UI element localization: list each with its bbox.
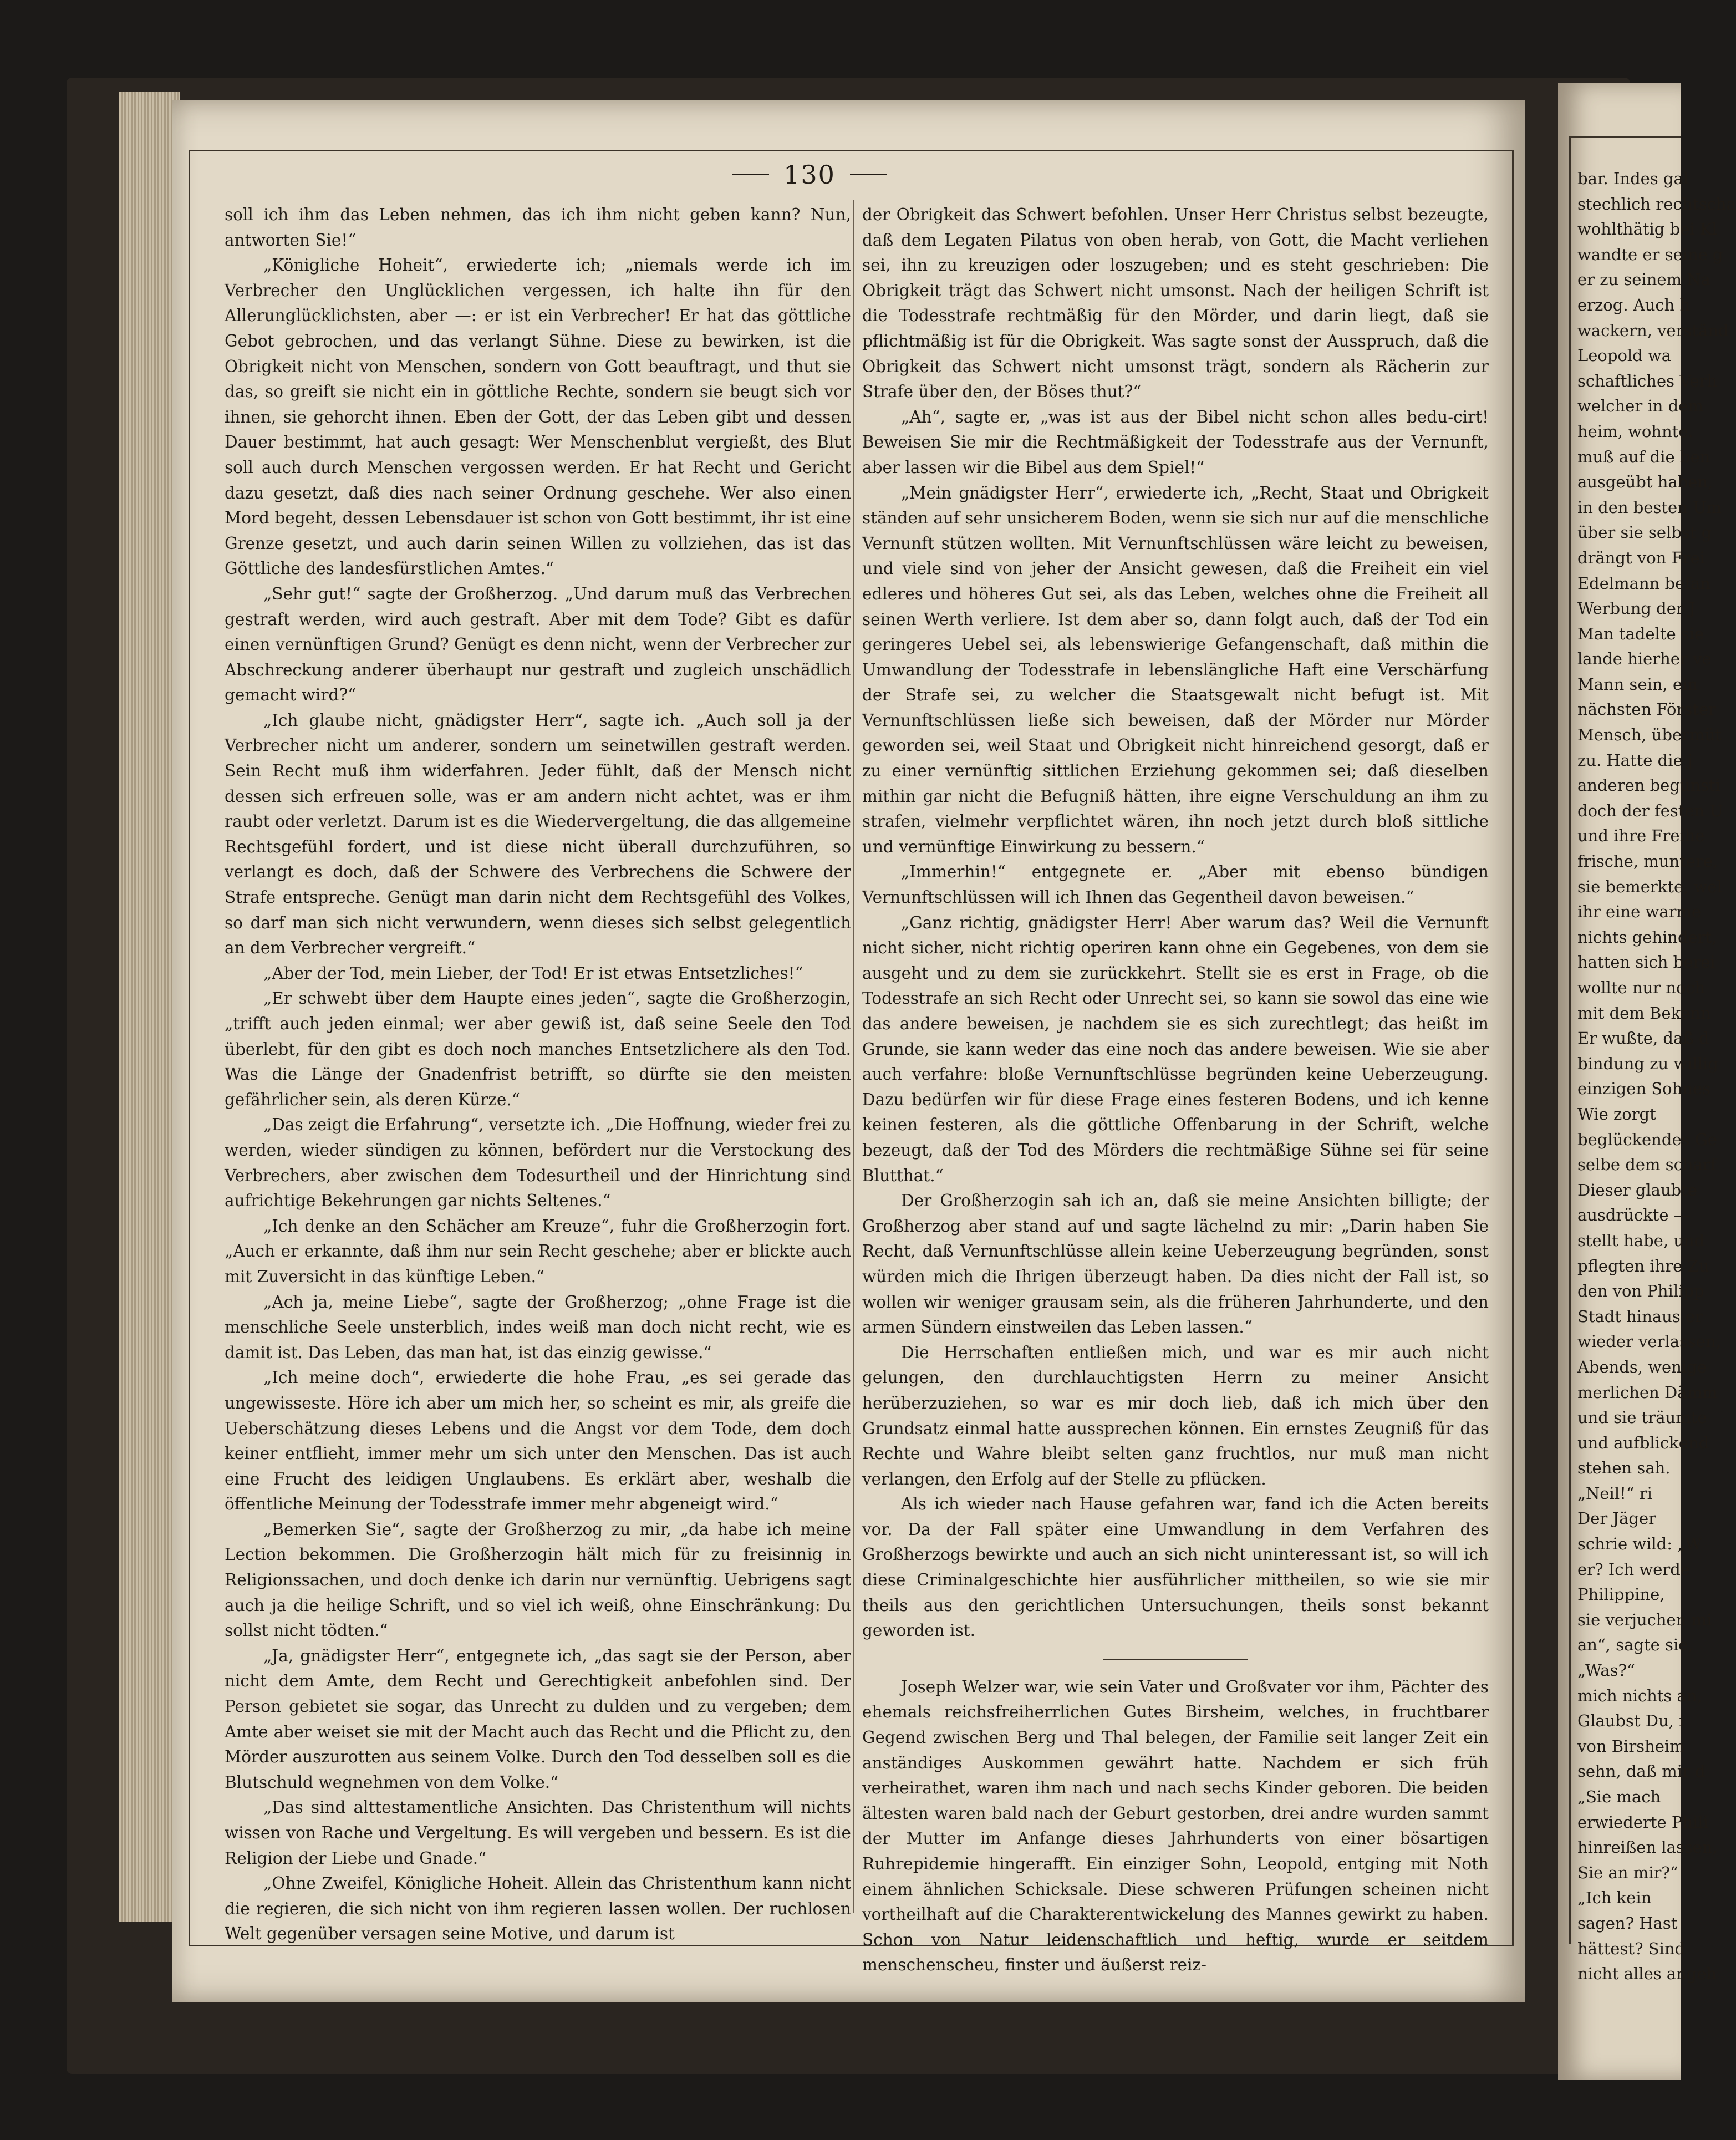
next-page-line: nichts gehindert, — [1577, 927, 1717, 947]
paragraph: „Aber der Tod, mein Lieber, der Tod! Er ist etwas Entsetzliches!“ — [263, 963, 803, 983]
paragraph: „Ich meine doch“, erwiederte die hohe Frau, „es sei gerade das ungewisseste. Höre ich aber um mich her, so scheint es mir, als greife die Ueberschätzung dieses Lebens und die Angst vor dem Tode, dem doch keiner entflieht, immer mehr um sich unter den Menschen. Das ist auch eine Frucht des leidigen Unglaubens. Es erklärt aber, weshalb die öffentliche Meinung der Todesstrafe immer mehr abgeneigt wird.“ — [225, 1368, 851, 1514]
paragraph: „Immerhin!“ entgegnete er. „Aber mit ebenso bündigen Vernunftschlüssen will ich Ihnen das Gegentheil davon beweisen.“ — [862, 862, 1489, 907]
next-page-line: Er wußte, daß d — [1577, 1029, 1709, 1048]
next-page-line: bindung zu willig — [1577, 1054, 1718, 1073]
next-page-line: Glaubst Du, i — [1577, 1711, 1684, 1731]
next-page-line: von Birsheim — [1577, 1736, 1685, 1756]
next-page-line: ihr eine warme — [1577, 902, 1702, 922]
next-page-line: schrie wild: „W — [1577, 1534, 1702, 1554]
next-page-line: über sie selbst g — [1577, 523, 1712, 542]
next-page-line: Der Jäger — [1577, 1509, 1656, 1528]
left-column — [225, 202, 851, 1944]
paragraph: „Ich denke an den Schächer am Kreuze“, fuhr die Großherzogin fort. „Auch er erkannte, daß ihm nur sein Recht geschehe; aber er blickte auch mit Zuversicht in das künftige Leben.“ — [225, 1216, 851, 1286]
next-page-line: beglückendes Ge — [1577, 1130, 1718, 1149]
next-page-line: doch der festen U — [1577, 801, 1723, 820]
next-page-line: und ihre Freihe — [1577, 826, 1705, 846]
next-page-line: „Sie mach — [1577, 1787, 1661, 1806]
next-page-line: sagen? Hast — [1577, 1913, 1678, 1933]
next-page-line: sie bemerkte, wel — [1577, 877, 1722, 896]
paragraph: „Königliche Hoheit“, erwiederte ich; „niemals werde ich im Verbrecher den Unglücklichen vergessen, ich halte ihn für den Allerunglücklichsten, aber —: er ist ein Verbrecher! Er hat das göttliche Gebot gebrochen, und das verlangt Sühne. Diese zu bewirken, ist die Obrigkeit nicht von Menschen, sondern von Gott beauftragt, und thut sie das, so greift sie nicht ein in göttliche Rechte, sondern sie beugt sich vor ihnen, sie gehorcht ihnen. Eben der Gott, der das Leben gibt und dessen Dauer bestimmt, hat auch gesagt: Wer Menschenblut vergießt, des Blut soll auch durch Menschen vergossen werden. Er hat Recht und Gericht dazu gesetzt, daß dies nach seiner Ordnung geschehe. Wer also einen Mord begeht, dessen Lebensdauer ist schon von Gott bestimmt, ihr ist eine Grenze gesetzt, und auch darin seinen Willen zu vollziehen, das ist das Göttliche des landesfürstlichen Amtes.“ — [225, 256, 851, 578]
next-page-line: selbe dem scharf — [1577, 1155, 1717, 1175]
paragraph: „Ohne Zweifel, Königliche Hoheit. Allein das Christenthum kann nicht die regieren, die sich nicht von ihm regieren lassen wollen. Der ruchlosen Welt gegenüber versagen seine Motive, und darum ist — [225, 1874, 851, 1944]
page-edges — [119, 92, 180, 1922]
paragraph: „Ich glaube nicht, gnädigster Herr“, sagte ich. „Auch soll ja der Verbrecher nicht um anderer, sondern um seinetwillen gestraft werden. Sein Recht muß ihm widerfahren. Jeder fühlt, daß der Mensch nicht dessen sich erfreuen solle, was er am andern nicht achtet, was er ihm raubt oder verletzt. Darum ist es die Wiedervergeltung, die das allgemeine Rechtsgefühl fordert, und ist diese nicht überall durchzuführen, so verlangt es doch, daß der Schwere des Verbrechens die Schwere der Strafe entspreche. Genügt man darin nicht dem Rechtsgefühl des Volkes, so darf man sich nicht verwundern, wenn dieses sich selbst gelegentlich an dem Verbrecher vergreift.“ — [225, 710, 851, 958]
next-page-line: muß auf die ben — [1577, 447, 1710, 466]
next-page-line: stehen sah. — [1577, 1458, 1671, 1478]
paragraph: Als ich wieder nach Hause gefahren war, fand ich die Acten bereits vor. Da der Fall später eine Umwandlung in dem Verfahren des Großherzogs bewirkte und auch an sich nicht uninteressant ist, so will ich diese Criminalgeschichte hier ausführlicher mittheilen, so wie sie mir theils aus den gerichtlichen Untersuchungen, theils sonst bekannt geworden ist. — [862, 1495, 1489, 1640]
page-number: 130 — [783, 160, 836, 190]
next-page-line: lande hierher ve — [1577, 649, 1712, 669]
paragraph: „Ganz richtig, gnädigster Herr! Aber warum das? Weil die Vernunft nicht sicher, nicht richtig operiren kann ohne ein Gegebenes, von dem sie ausgeht und zu dem sie zurückkehrt. Stellt sie es erst in Frage, ob die Todesstrafe an sich Recht oder Unrecht sei, so kann sie sowol das eine wie das andere beweisen, je nachdem sie es sich zurechtlegt; das heißt im Grunde, sie kann weder das eine noch das andere beweisen. Wie sie aber auch verfahre: bloße Vernunftschlüsse begründen keine Ueberzeugung. Dazu bedürfen wir für diese Frage eines festeren Bodens, und ich kenne keinen festeren, als die göttliche Offenbarung in der Schrift, welche bezeugt, daß der Tod des Mörders die rechtmäßige Sühne sei für seine Blutthat.“ — [862, 913, 1489, 1185]
next-page-line: Sie an mir?“ — [1577, 1863, 1678, 1882]
paragraph: „Das zeigt die Erfahrung“, versetzte ich. „Die Hoffnung, wieder frei zu werden, wieder sündigen zu können, befördert nur die Verstockung des Verbrechers, aber zwischen dem Todesurtheil und der Hinrichtung sind aufrichtige Bekehrungen gar nichts Seltenes.“ — [225, 1115, 851, 1211]
next-page-line: nicht alles angeh — [1577, 1964, 1717, 1984]
next-page-line: mich nichts an, — [1577, 1686, 1702, 1705]
next-page-line: er zu seinem Na — [1577, 270, 1710, 289]
paragraph: „Das sind alttestamentliche Ansichten. Das Christenthum will nichts wissen von Rache und Vergeltung. Es will vergeben und bessern. Es ist die Religion der Liebe und Gnade.“ — [225, 1798, 851, 1868]
next-page-line: wieder verlassen, — [1577, 1332, 1721, 1351]
next-page-line: und sie träumte — [1577, 1408, 1707, 1427]
paragraph: „Bemerken Sie“, sagte der Großherzog zu mir, „da habe ich meine Lection bekommen. Die Großherzogin hält mich für zu freisinnig in Religionssachen, und doch denke ich darin nur vernünftig. Uebrigens sagt auch ja die heilige Schrift, und so viel ich weiß, ohne Einschränkung: Du sollst nicht tödten.“ — [225, 1519, 851, 1640]
next-page-line: Mensch, übermüt — [1577, 725, 1722, 745]
next-page-line: den von Philipp — [1577, 1282, 1704, 1301]
next-page-line: schaftliches Verh — [1577, 371, 1718, 390]
next-page-line: Leopold wa — [1577, 346, 1672, 365]
next-page-line: wandte er seine g — [1577, 245, 1723, 264]
next-page-line: „Ich kein — [1577, 1888, 1652, 1908]
header-rule-right — [850, 174, 887, 175]
next-page-line: erzog. Auch h — [1577, 295, 1691, 314]
next-page-line: Stadt hinaus er — [1577, 1307, 1703, 1326]
next-page-line: Werbung der J — [1577, 599, 1696, 618]
next-page-line: anderen begünsti — [1577, 776, 1721, 795]
next-page-line: hättest? Sind — [1577, 1939, 1686, 1958]
paragraph: „Sehr gut!“ sagte der Großherzog. „Und darum muß das Verbrechen gestraft werden, wird auch gestraft. Aber mit dem Tode? Gibt es dafür einen vernünftigen Grund? Genügt es denn nicht, wenn der Verbrecher zur Abschreckung anderer überhaupt nur gestraft und zugleich unschädlich gemacht wird?“ — [225, 584, 851, 705]
paragraph: „Ah“, sagte er, „was ist aus der Bibel nicht schon alles bedu-cirt! Beweisen Sie mir die Rechtmäßigkeit der Todesstrafe aus der Vernunft, aber lassen wir die Bibel aus dem Spiel!“ — [862, 407, 1489, 477]
section-divider — [1103, 1659, 1248, 1660]
next-page-line: sie verjuchen mi — [1577, 1610, 1712, 1629]
next-page-line: frische, muntere, — [1577, 852, 1718, 871]
next-page-line: wollte nur noch — [1577, 978, 1706, 997]
next-page-line: Man tadelte sie — [1577, 624, 1704, 643]
paragraph: der Obrigkeit das Schwert befohlen. Unser Herr Christus selbst bezeugte, daß dem Legaten Pilatus von oben herab, von Gott, die Macht verliehen sei, ihn zu kreuzigen oder loszugeben; und es steht geschrieben: Die Obrigkeit trägt das Schwert nicht umsonst. Nach der heiligen Schrift ist die Todesstrafe rechtmäßig für den Mörder, und darin liegt, daß sie pflichtmäßig ist für die Obrigkeit. Was sagte sonst der Ausspruch, daß die Obrigkeit das Schwert nicht umsonst trägt, sondern als Rächerin zur Strafe über den, der Böses thut?“ — [862, 205, 1489, 401]
next-page-line: an“, sagte sie, — [1577, 1635, 1693, 1655]
next-page-line: Abends, wenige — [1577, 1357, 1707, 1376]
next-page-line: drängt von Frei — [1577, 548, 1705, 567]
paragraph: „Er schwebt über dem Haupte eines jeden“, sagte die Großherzogin, „trifft auch jeden einmal; wer aber gewiß ist, daß seine Seele den Tod überlebt, für den gibt es doch noch manches Entsetzlichere als den Tod. Was die Länge der Gnadenfrist betrifft, so dürfte sie den meisten gefährlicher sein, als deren Kürze.“ — [225, 989, 851, 1109]
header-rule-left — [732, 174, 769, 175]
next-page-line: nächsten Förster — [1577, 700, 1716, 719]
paragraph: „Ach ja, meine Liebe“, sagte der Großherzog; „ohne Frage ist die menschliche Seele unsterblich, indes weiß man doch nicht recht, wie es damit ist. Das Leben, das man hat, ist das einzig gewisse.“ — [225, 1292, 851, 1362]
next-page-line: ausdrückte — — [1577, 1206, 1690, 1225]
next-page-line: „Neil!“ ri — [1577, 1483, 1652, 1503]
next-page-line: wohlthätig bei Kl — [1577, 220, 1717, 239]
paragraph: „Ja, gnädigster Herr“, entgegnete ich, „das sagt sie der Person, aber nicht dem Amte, dem Recht und Gerechtigkeit anbefohlen sind. Der Person gebietet sie sogar, das Unrecht zu dulden und zu vergeben; dem Amte aber weiset sie mit der Macht auch das Recht und die Pflicht zu, den Mörder auszurotten aus seinem Volke. Durch den Tod desselben soll es die Blutschuld wegnehmen von dem Volke.“ — [225, 1646, 851, 1792]
paragraph: soll ich ihm das Leben nehmen, das ich ihm nicht geben kann? Nun, antworten Sie!“ — [225, 205, 851, 250]
next-page-line: hinreißen lassen, — [1577, 1838, 1718, 1857]
next-page-line: sehn, daß mir d — [1577, 1762, 1706, 1781]
next-page-line: welcher in dem — [1577, 397, 1703, 416]
next-page-line: „Was?“ — [1577, 1661, 1635, 1680]
next-page-line: erwiederte Phili — [1577, 1812, 1708, 1832]
next-page-line: mit dem Bekenn — [1577, 1003, 1711, 1023]
next-page-line: bar. Indes gal — [1577, 169, 1689, 188]
next-page-line: stechlich rechtscha — [1577, 194, 1736, 214]
next-page-line: und aufblickend — [1577, 1433, 1709, 1452]
next-page-line: Philippine, — [1577, 1585, 1665, 1604]
next-page-line: er? Ich werde — [1577, 1559, 1690, 1579]
next-page-line: hatten sich berei — [1577, 953, 1715, 972]
paragraph: Die Herrschaften entließen mich, und war es mir auch nicht gelungen, den durchlauchtigsten Herrn zu meiner Ansicht herüberzuziehen, so war es mir doch lieb, daß ich mich über den Grundsatz einmal hatte aussprechen können. Ein ernstes Zeugniß für das Rechte und Wahre bleibt selten ganz fruchtlos, nur muß man nicht verlangen, den Erfolg auf der Stelle zu pflücken. — [862, 1343, 1489, 1488]
column-divider — [853, 200, 854, 1913]
next-page-line: wackern, verständ — [1577, 321, 1729, 340]
paragraph: Joseph Welzer war, wie sein Vater und Großvater vor ihm, Pächter des ehemals reichsfreiherrlichen Gutes Birsheim, welches, in fruchtbarer Gegend zwischen Berg und Thal belegen, der Familie seit langer Zeit ein anständiges Auskommen gewährt hatte. Nachdem er sich früh verheirathet, waren ihm nach und nach sechs Kinder geboren. Die beiden ältesten waren bald nach der Geburt gestorben, drei andre wurden sammt der Mutter im Anfange dieses Jahrhunderts von einer bösartigen Ruhrepidemie hingerafft. Ein einziger Sohn, Leopold, entging mit Noth einem ähnlichen Schicksale. Diese schweren Prüfungen scheinen nicht vortheilhaft auf die Charakterentwickelung des Mannes gewirkt zu haben. Schon von Natur leidenschaftlich und heftig, wurde er seitdem menschenscheu, finster und äußerst reiz- — [862, 1677, 1489, 1975]
next-page-line: Mann sein, ein — [1577, 674, 1698, 694]
next-page-line: pflegten ihre Zu — [1577, 1256, 1709, 1275]
paragraph: „Mein gnädigster Herr“, erwiederte ich, „Recht, Staat und Obrigkeit ständen auf sehr unsicherem Boden, wenn sie sich nur auf die menschliche Vernunft stützen wollten. Mit Vernunftschlüssen wäre leicht zu beweisen, und viele sind von jeher der Ansicht gewesen, daß die Freiheit ein viel edleres und höheres Gut sei, als das Leben, welches ohne die Freiheit all seinen Werth verliere. Ist dem aber so, dann folgt auch, daß der Tod ein geringeres Uebel sei, als lebenswierige Gefangenschaft, daß mithin die Umwandlung der Todesstrafe in lebenslängliche Haft eine Verschärfung der Strafe sei, zu welcher die Staatsgewalt nicht befugt ist. Mit Vernunftschlüssen ließe sich beweisen, daß der Mörder nur Mörder geworden sei, weil Staat und Obrigkeit nicht hinreichend gesorgt, daß er zu einer vernünftig sittlichen Erziehung gekommen sei; daß dieselben mithin gar nicht die Befugniß hätten, ihre eigne Verschuldung an ihm zu strafen, vielmehr verpflichtet wären, ihn noch jetzt durch bloß sittliche und vernünftige Einwirkung zu bessern.“ — [862, 483, 1489, 856]
next-page-line: Wie zorgt — [1577, 1104, 1656, 1124]
paragraph: Der Großherzogin sah ich an, daß sie meine Ansichten billigte; der Großherzog aber stand auf und sagte lächelnd zu mir: „Darin haben Sie Recht, daß Vernunftschlüsse allein keine Ueberzeugung begründen, sonst würden mich die Ihrigen überzeugt haben. Da dies nicht der Fall ist, so wollen wir weniger grausam sein, als die früheren Jahrhunderte, und den armen Sündern einstweilen das Leben lassen.“ — [862, 1191, 1489, 1337]
next-page-line: Edelmann befan — [1577, 573, 1710, 593]
next-page-line: einzigen Sohnes — [1577, 1079, 1711, 1099]
right-column — [862, 202, 1489, 1975]
next-page-line: in den besten Um — [1577, 497, 1722, 517]
next-page-line: heim, wohnte. — [1577, 421, 1693, 441]
next-page-line: Dieser glaubte — [1577, 1180, 1697, 1199]
next-page-column — [1577, 166, 1736, 1984]
next-page-line: stellt habe, und — [1577, 1231, 1705, 1250]
next-page-line: zu. Hatte die j — [1577, 750, 1693, 770]
next-page-line: ausgeübt haben, — [1577, 472, 1713, 492]
page-header — [732, 155, 887, 194]
next-page-line: merlichen Dämm — [1577, 1382, 1718, 1402]
